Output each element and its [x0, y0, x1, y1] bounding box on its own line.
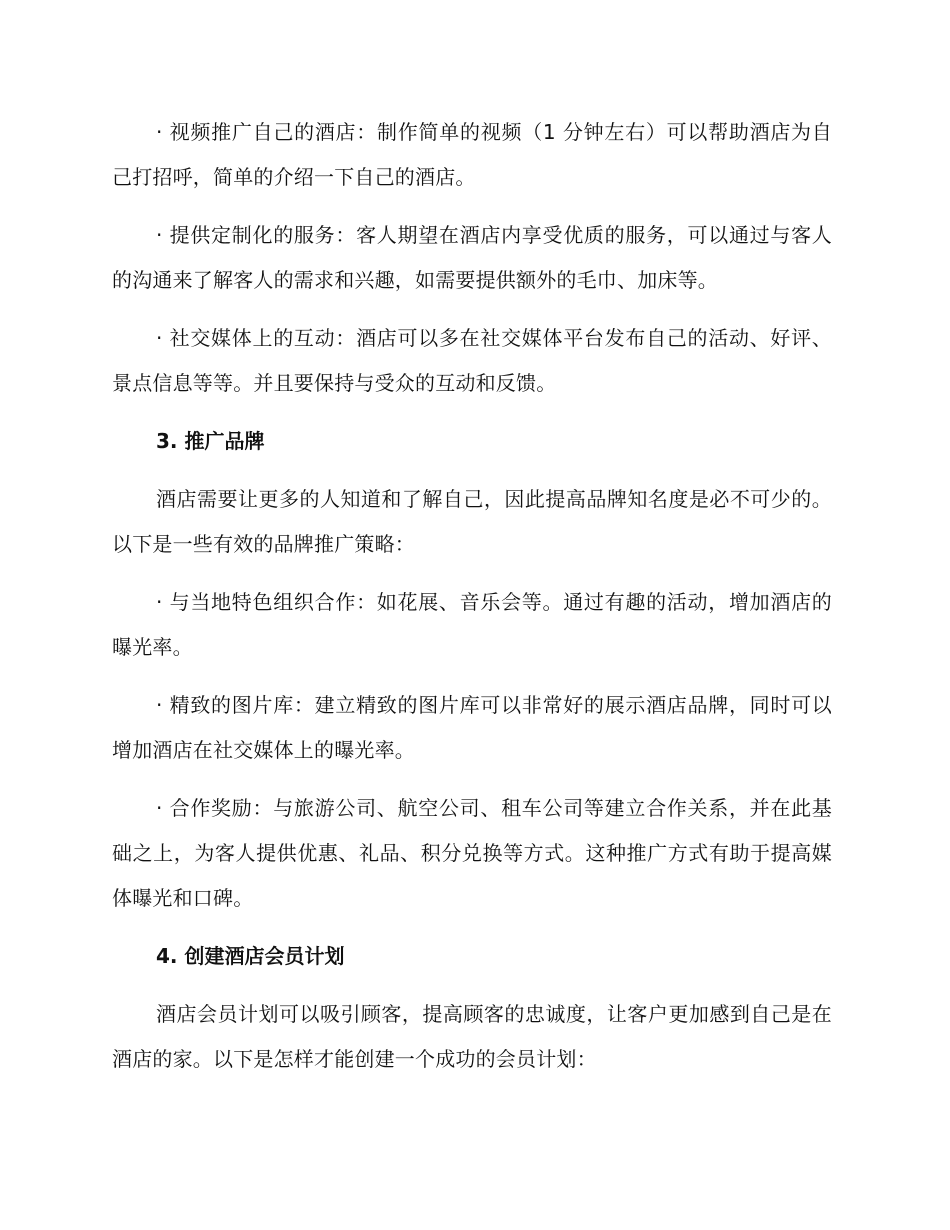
- bullet-cooperation-rewards: · 合作奖励：与旅游公司、航空公司、租车公司等建立合作关系，并在此基础之上，为客人提供优惠、礼品、积分兑换等方式。这种推广方式有助于提高媒体曝光和口碑。: [112, 796, 832, 910]
- bullet-custom-service: · 提供定制化的服务：客人期望在酒店内享受优质的服务，可以通过与客人的沟通来了解客人的需求和兴趣，如需要提供额外的毛巾、加床等。: [112, 223, 832, 292]
- body-brand-intro: 酒店需要让更多的人知道和了解自己，因此提高品牌知名度是必不可少的。以下是一些有效的品牌推广策略：: [112, 487, 832, 556]
- section-heading-brand: 3. 推广品牌: [156, 429, 265, 453]
- bullet-video-promotion: · 视频推广自己的酒店：制作简单的视频（1 分钟左右）可以帮助酒店为自己打招呼，简单的介绍一下自己的酒店。: [112, 120, 832, 189]
- bullet-photo-library: · 精致的图片库：建立精致的图片库可以非常好的展示酒店品牌，同时可以增加酒店在社交媒体上的曝光率。: [112, 693, 832, 762]
- bullet-social-media: · 社交媒体上的互动：酒店可以多在社交媒体平台发布自己的活动、好评、景点信息等等。并且要保持与受众的互动和反馈。: [112, 326, 832, 395]
- bullet-local-partnership: · 与当地特色组织合作：如花展、音乐会等。通过有趣的活动，增加酒店的曝光率。: [112, 590, 832, 659]
- section-heading-membership: 4. 创建酒店会员计划: [156, 944, 345, 968]
- document-body: [112, 110, 832, 1095]
- body-membership-intro: 酒店会员计划可以吸引顾客，提高顾客的忠诚度，让客户更加感到自己是在酒店的家。以下是怎样才能创建一个成功的会员计划：: [112, 1002, 832, 1071]
